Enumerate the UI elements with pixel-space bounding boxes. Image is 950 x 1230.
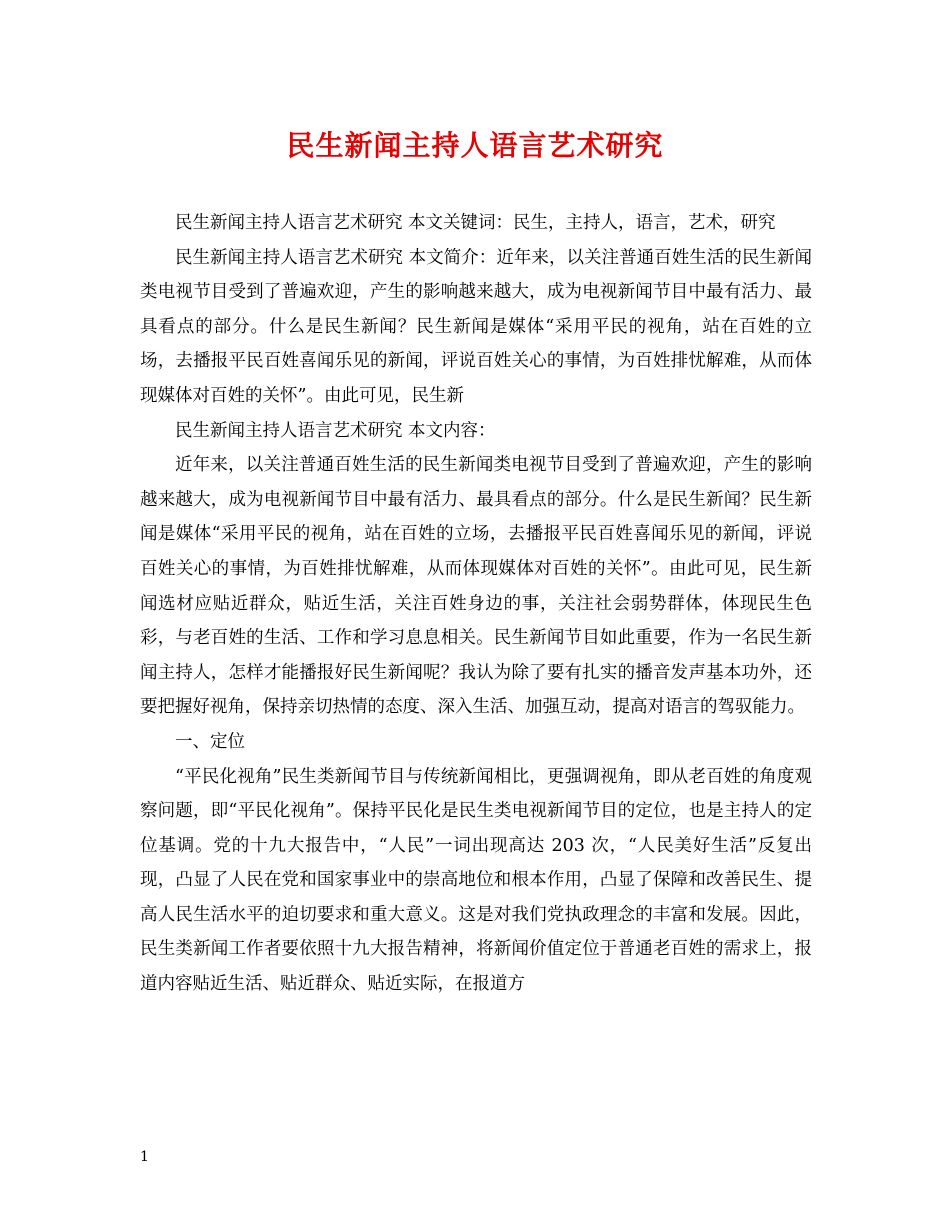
section-heading: 一、定位 <box>175 731 245 752</box>
content-heading-paragraph: 民生新闻主持人语言艺术研究 本文内容： <box>175 420 496 441</box>
keywords-paragraph: 民生新闻主持人语言艺术研究 本文关键词：民生，主持人，语言，艺术，研究 <box>175 213 776 233</box>
document-title: 民生新闻主持人语言艺术研究 <box>286 129 664 162</box>
summary-paragraph: 民生新闻主持人语言艺术研究 本文简介：近年来，以关注普通百姓生活的民生新闻类电视节目受到了普遍欢迎，产生的影响越来越大，成为电视新闻节目中最有活力、最具看点的部分。什么是民生新闻？民生新闻是媒体“采用平民的视角，站在百姓的立场，去播报平民百姓喜闻乐见的新闻，评说百姓关心的事情，为百姓排忧解难，从而体现媒体对百姓的关怀”。由此可见，民生新 <box>140 247 812 406</box>
intro-paragraph: 近年来，以关注普通百姓生活的民生新闻类电视节目受到了普遍欢迎，产生的影响越来越大，成为电视新闻节目中最有活力、最具看点的部分。什么是民生新闻？民生新闻是媒体“采用平民的视角，站在百姓的立场，去播报平民百姓喜闻乐见的新闻，评说百姓关心的事情，为百姓排忧解难，从而体现媒体对百姓的关怀”。由此可见，民生新闻选材应贴近群众，贴近生活，关注百姓身边的事，关注社会弱势群体，体现民生色彩，与老百姓的生活、工作和学习息息相关。民生新闻节目如此重要，作为一名民生新闻主持人，怎样才能播报好民生新闻呢？我认为除了要有扎实的播音发声基本功外，还要把握好视角，保持亲切热情的态度、深入生活、加强互动，提高对语言的驾驭能力。 <box>140 455 812 718</box>
section-paragraph: “平民化视角”民生类新闻节目与传统新闻相比，更强调视角，即从老百姓的角度观察问题，即“平民化视角”。保持平民化是民生类电视新闻节目的定位，也是主持人的定位基调。党的十九大报告中，“人民”一词出现高达 203 次，“人民美好生活”反复出现，凸显了人民在党和国家事业中的崇高地位和根本作用，凸显了保障和改善民生、提高人民生活水平的迫切要求和重大意义。这是对我们党执政理念的丰富和发展。因此，民生类新闻工作者要依照十九大报告精神，将新闻价值定位于普通老百姓的需求上，报道内容贴近生活、贴近群众、贴近实际，在报道方 <box>140 766 812 995</box>
page-number: 1 <box>140 1149 149 1165</box>
document-body <box>140 206 812 1002</box>
